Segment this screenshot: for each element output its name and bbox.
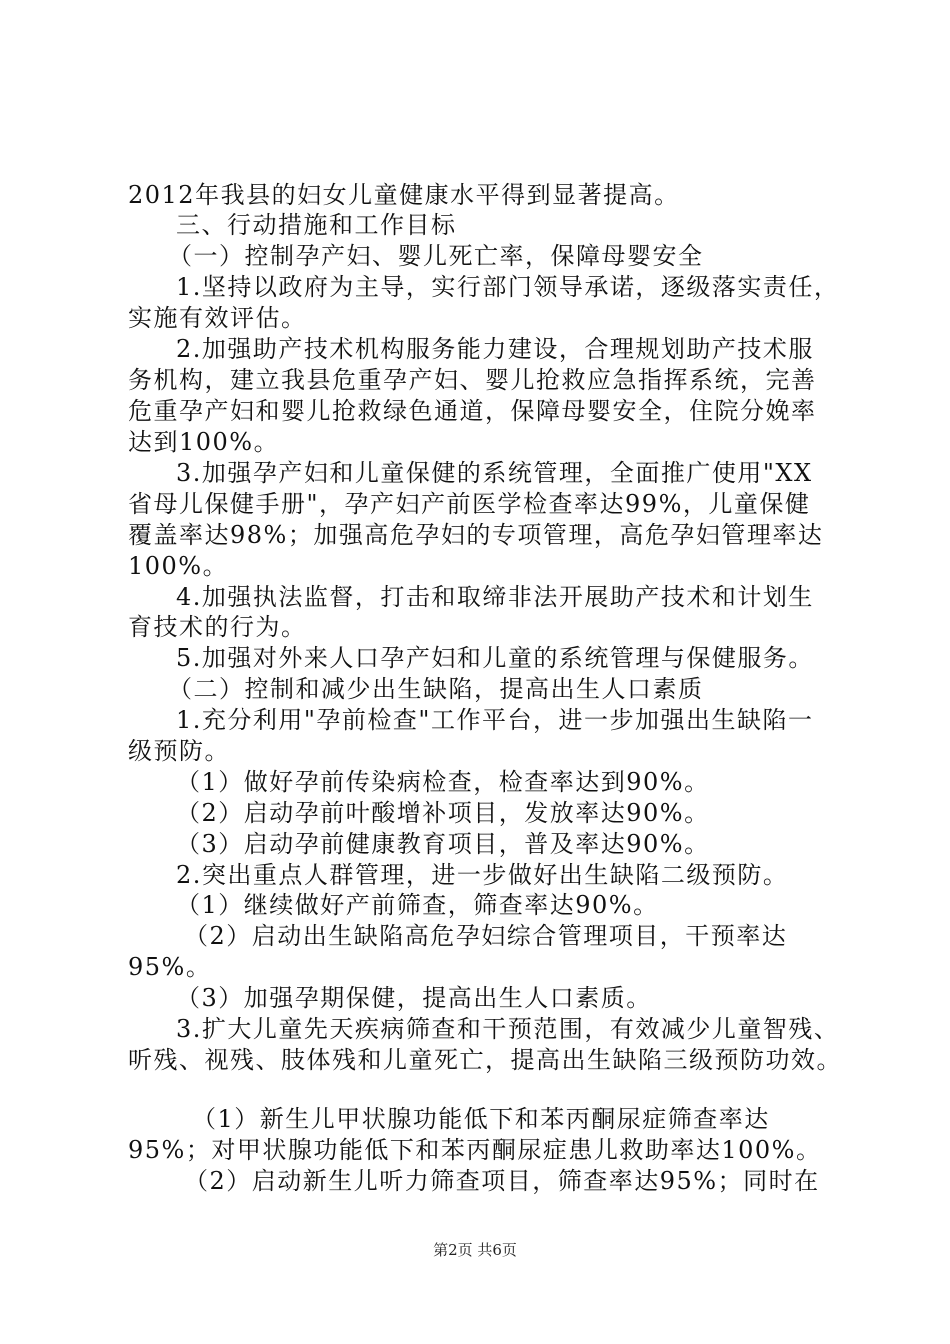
subsection-heading: （一）控制孕产妇、婴儿死亡率，保障母婴安全 (168, 242, 704, 270)
list-item: （3）启动孕前健康教育项目，普及率达90%。 (176, 830, 710, 858)
text-line: 1.坚持以政府为主导，实行部门领导承诺，逐级落实责任， (176, 273, 840, 301)
text-line: 1.充分利用"孕前检查"工作平台，进一步加强出生缺陷一 (176, 706, 814, 734)
text-line: 务机构，建立我县危重孕产妇、婴儿抢救应急指挥系统，完善 (128, 366, 817, 394)
list-item: （2）启动新生儿听力筛查项目，筛查率达95%；同时在 (184, 1167, 820, 1195)
text-line: 5.加强对外来人口孕产妇和儿童的系统管理与保健服务。 (176, 644, 814, 672)
text-line: 2.突出重点人群管理，进一步做好出生缺陷二级预防。 (176, 861, 789, 889)
text-line: 听残、视残、肢体残和儿童死亡，提高出生缺陷三级预防功效。 (128, 1046, 842, 1074)
list-item: （1）做好孕前传染病检查，检查率达到90%。 (176, 768, 710, 796)
text-line: 省母儿保健手册"，孕产妇产前医学检查率达99%，儿童保健 (128, 490, 811, 518)
list-item: （1）继续做好产前筛查，筛查率达90%。 (176, 891, 659, 919)
text-line: 3.扩大儿童先天疾病筛查和干预范围，有效减少儿童智残、 (176, 1015, 840, 1043)
text-line: 100%。 (128, 552, 229, 580)
text-line: 实施有效评估。 (128, 304, 307, 332)
text-line: 95%。 (128, 953, 212, 981)
text-line: 95%；对甲状腺功能低下和苯丙酮尿症患儿救助率达100%。 (128, 1136, 822, 1164)
section-heading: 三、行动措施和工作目标 (176, 211, 457, 239)
text-line: 级预防。 (128, 737, 230, 765)
list-item: （2）启动孕前叶酸增补项目，发放率达90%。 (176, 799, 710, 827)
text-line: 2.加强助产技术机构服务能力建设，合理规划助产技术服 (176, 335, 814, 363)
text-line: 2012年我县的妇女儿童健康水平得到显著提高。 (128, 181, 680, 209)
list-item: （1）新生儿甲状腺功能低下和苯丙酮尿症筛查率达 (192, 1105, 770, 1133)
text-line: 育技术的行为。 (128, 613, 307, 641)
list-item: （2）启动出生缺陷高危孕妇综合管理项目，干预率达 (184, 922, 788, 950)
text-line: 达到100%。 (128, 428, 280, 456)
text-line: 覆盖率达98%；加强高危孕妇的专项管理，高危孕妇管理率达 (128, 521, 824, 549)
text-line: 3.加强孕产妇和儿童保健的系统管理，全面推广使用"XX (176, 459, 813, 487)
list-item: （3）加强孕期保健，提高出生人口素质。 (176, 984, 652, 1012)
subsection-heading: （二）控制和减少出生缺陷，提高出生人口素质 (168, 675, 704, 703)
page-number-footer: 第2页 共6页 (433, 1241, 517, 1259)
text-line: 4.加强执法监督，打击和取缔非法开展助产技术和计划生 (176, 583, 814, 611)
text-line: 危重孕产妇和婴儿抢救绿色通道，保障母婴安全，住院分娩率 (128, 397, 817, 425)
